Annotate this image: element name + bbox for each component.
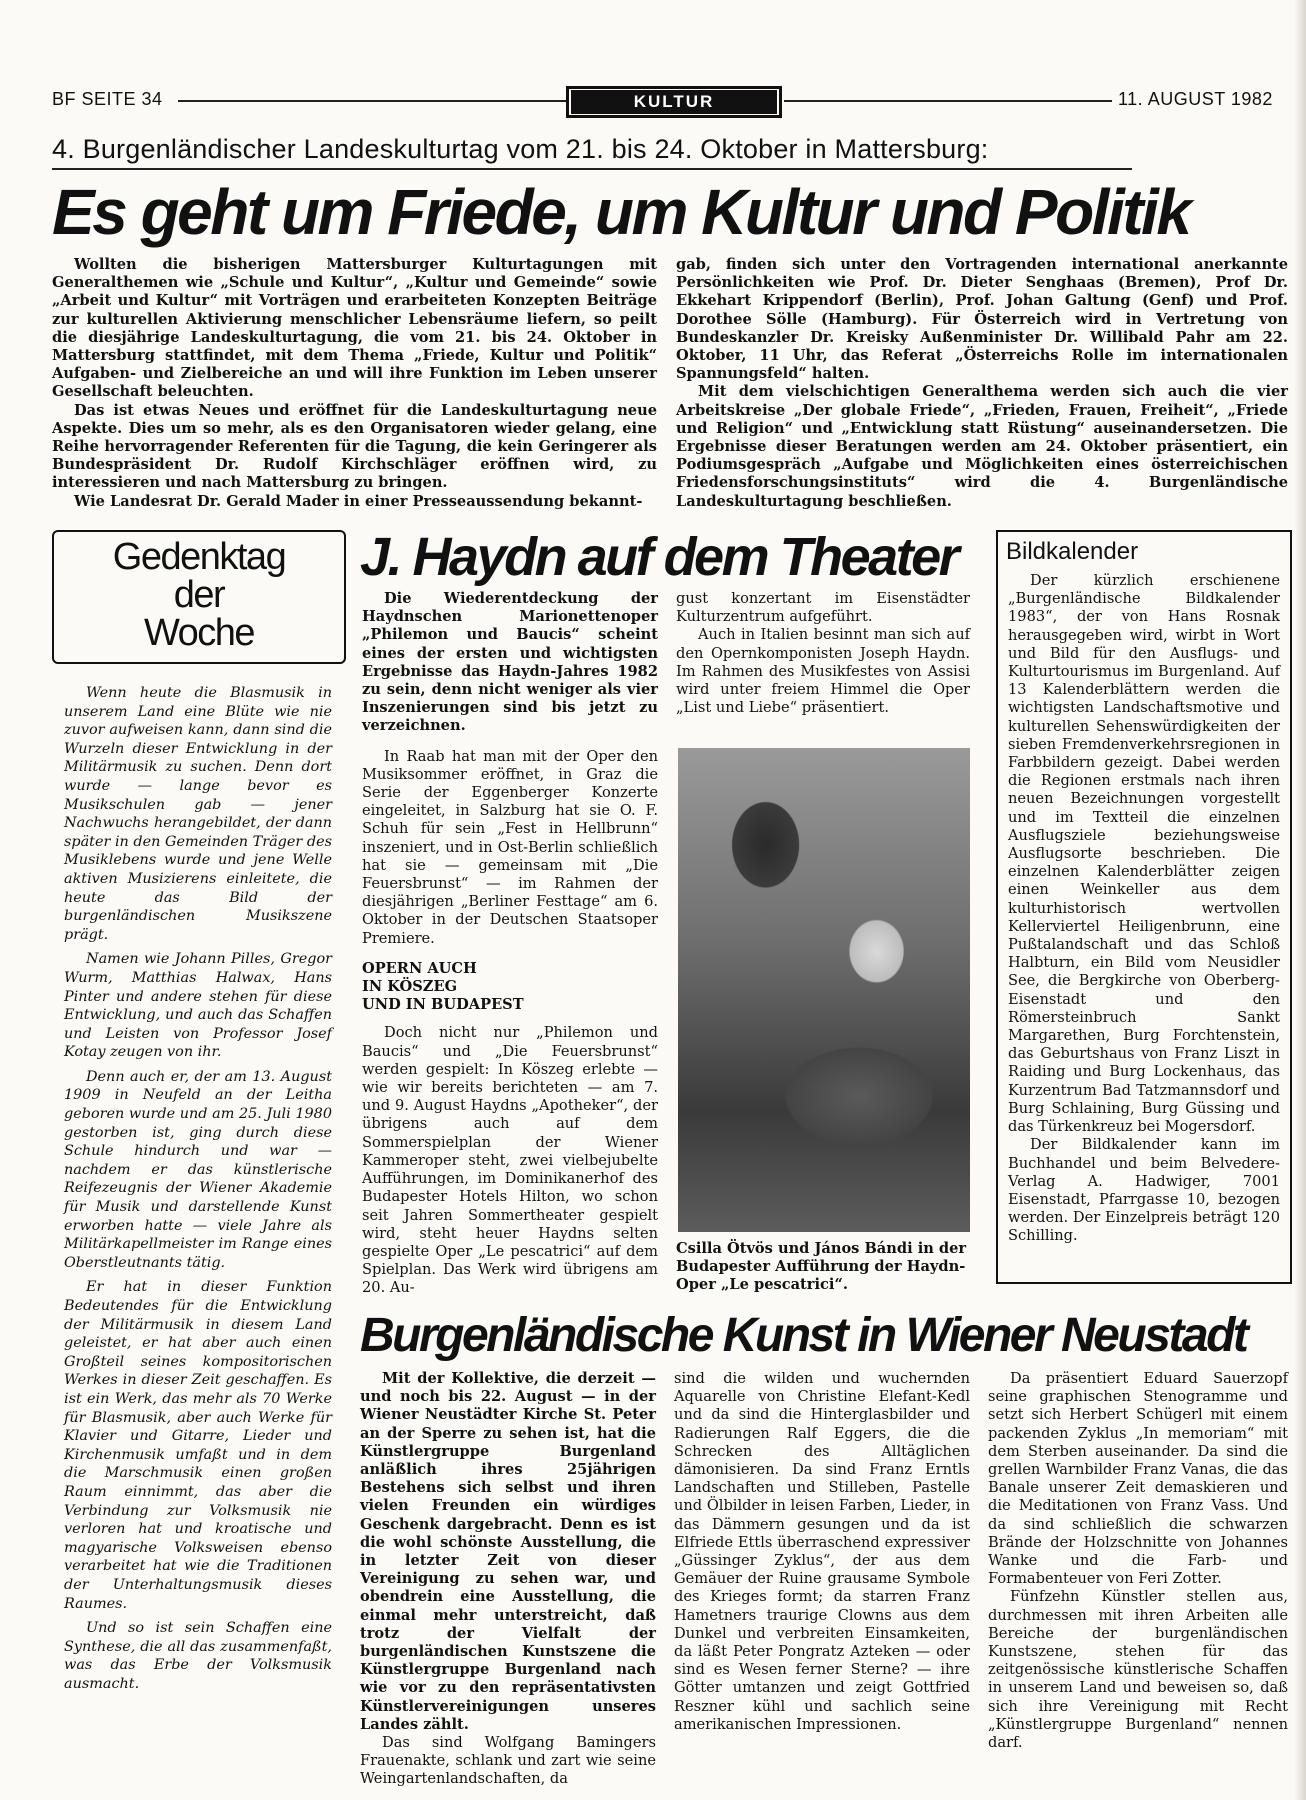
neustadt-headline: Burgenländische Kunst in Wiener Neustadt: [360, 1309, 1247, 1362]
haydn-subhead: UND IN BUDAPEST: [362, 996, 524, 1014]
haydn-paragraph: Auch in Italien besinnt man sich auf den Opernkomponisten Joseph Haydn. Im Rahmen des Musikfestes von Assisi wird unter freiem Himmel die Oper „List und Liebe“ präsentiert.: [676, 626, 970, 717]
gedenktag-body: [64, 684, 332, 1693]
gedenktag-title-line: Gedenktag: [112, 536, 286, 578]
gedenktag-title-line: Woche: [143, 612, 255, 654]
lead-paragraph: Wie Landesrat Dr. Gerald Mader in einer Presseaussendung bekannt-: [74, 492, 643, 510]
haydn-subhead: IN KÖSZEG: [362, 978, 458, 996]
gedenktag-title-box: [52, 530, 346, 664]
page-edge-shadow: [1294, 0, 1306, 1800]
opera-photo: [678, 748, 970, 1232]
gedenktag-title-line: der: [173, 574, 225, 616]
lead-column-1: [52, 256, 657, 511]
neustadt-column-3: [988, 1370, 1288, 1752]
gedenktag-paragraph: Namen wie Johann Pilles, Gregor Wurm, Matthias Halwax, Hans Pinter und andere stehen für diese Entwicklung, und auch das Schaffen und Leisten von Professor Josef Kotay zeugen von ihr.: [64, 951, 332, 1061]
bildkalender-paragraph: Der Bildkalender kann im Buchhandel und beim Belvedere-Verlag A. Hadwiger, 7001 Eisenstadt, Pfarrgasse 10, bezogen werden. Der Einzelpreis beträgt 120 Schilling.: [1008, 1136, 1280, 1245]
neustadt-column-1: [360, 1370, 656, 1789]
lead-paragraph: gab, finden sich unter den Vortragenden international anerkannte Persönlichkeiten wie Prof. Dr. Dieter Senghaas (Bremen), Prof Dr. Ekkehart Krippendorf (Berlin), Prof. Johan Galtung (Genf) und Prof. Dorothee Sölle (Hamburg). Für Österreich wird in Vertretung von Bundeskanzler Dr. Kreisky Außenminister Dr. Willibald Pahr am 22. Oktober, 11 Uhr, das Referat „Österreichs Rolle im internationalen Spannungsfeld“ halten.: [676, 256, 1288, 383]
neustadt-paragraph: Da präsentiert Eduard Sauerzopf seine graphischen Stenogramme und setzt sich Herbert Schügerl mit einem packenden Zyklus „In memoriam“ mit dem Sterben auseinander. Da sind die grellen Warnbilder Franz Vanas, die das Banale unserer Zeit demaskieren und die Meditationen von Franz Vass. Und da sind schließlich die schwarzen Brände der Holzschnitte von Johannes Wanke und die Farb- und Formabenteuer von Feri Zotter.: [988, 1370, 1288, 1588]
section-label-box: [566, 86, 782, 118]
bildkalender-paragraph: Der kürzlich erschienene „Burgenländische Bildkalender 1983“, der von Hans Rosnak herausgegeben wird, wirbt in Wort und Bild für den Ausflugs- und Kulturtourismus im Burgenland. Auf 13 Kalenderblättern werden die wichtigsten Landschaftsmotive und kulturellen Sehenswürdigkeiten der sieben Fremdenverkehrsregionen in Farbbildern gezeigt. Dabei werden die Regionen erstmals nach ihren neuen Bezeichnungen vorgestellt und im Textteil die einzelnen Ausflugsziele beziehungsweise Ausflugsorte beschrieben. Die einzelnen Kalenderblätter zeigen einen Weinkeller aus dem kulturhistorisch wertvollen Kellerviertel Heiligenbrunn, eine Pußtalandschaft und das Schloß Halbturn, ein Bild vom Neusidler See, die Bergkirche von Oberberg-Eisenstadt und den Römersteinbruch Sankt Margarethen, Burg Forchtenstein, das Geburtshaus von Franz Liszt in Raiding und Burg Lockenhaus, das Kurzentrum Bad Tatzmannsdorf und Burg Schlaining, Burg Güssing und das Türkenkreuz bei Mogersdorf.: [1008, 572, 1280, 1136]
header-rule-right: [784, 100, 1112, 102]
gedenktag-paragraph: Und so ist sein Schaffen eine Synthese, die all das zusammenfaßt, was das Erbe der Volksmusik ausmacht.: [64, 1620, 332, 1692]
bildkalender-title: Bildkalender: [1006, 538, 1139, 565]
bildkalender-body: [1008, 572, 1280, 1246]
neustadt-paragraph: Mit der Kollektive, die derzeit — und noch bis 22. August — in der Wiener Neustädter Kirche St. Peter an der Sperre zu sehen ist, hat die Künstlergruppe Burgenland anläßlich ihres 25jährigen Bestehens sich selbst und ihren vielen Freunden ein würdiges Geschenk dargebracht. Denn es ist die wohl schönste Ausstellung, die in letzter Zeit von dieser Vereinigung zu sehen war, und obendrein eine Ausstellung, die einmal mehr unterstreicht, daß trotz der Vielfalt der burgenländischen Kunstszene die Künstlergruppe Burgenland nach wie vor zu den repräsentativsten Künstlervereinigungen unseres Landes zählt.: [360, 1370, 656, 1733]
neustadt-paragraph: Fünfzehn Künstler stellen aus, durchmessen mit ihren Arbeiten alle Bereiche der burgenländischen Kunstszene, stehen für das zeitgenössische künstlerische Schaffen in unserem Land und beweisen so, daß sich ihre Vereinigung mit Recht „Künstlergruppe Burgenland“ nennen darf.: [988, 1588, 1288, 1752]
bildkalender-box: [996, 530, 1292, 1284]
gedenktag-paragraph: Denn auch er, der am 13. August 1909 in Neufeld an der Leitha geboren wurde und am 25. Juli 1980 gestorben ist, ging durch diese Schule hindurch und war — nachdem er das künstlerische Reifezeugnis der Wiener Akademie für Musik und darstellende Kunst erworben hatte — viele Jahre als Militärkapellmeister im Range eines Oberstleutnants tätig.: [64, 1068, 332, 1271]
header-rule-left: [178, 100, 566, 102]
haydn-paragraph: Doch nicht nur „Philemon und Baucis“ und „Die Feuersbrunst“ werden gespielt: In Köszeg erlebte — wie wir bereits berichteten — am 7. und 9. August Haydns „Apotheker“, der übrigens auch auf dem Sommerspielplan der Wiener Kammeroper steht, zwei vielbejubelte Aufführungen, im Dominikanerhof des Budapester Hotels Hilton, wo schon seit Jahren Sommertheater gespielt wird, steht heuer Haydns selten gespielte Oper „Le pescatrici“ auf dem Spielplan. Das Werk wird übrigens am 20. Au-: [362, 1024, 658, 1297]
neustadt-paragraph: Das sind Wolfgang Bamingers Frauenakte, schlank und zart wie seine Weingartenlandschaften, da: [360, 1734, 656, 1788]
lead-kicker: 4. Burgenländischer Landeskulturtag vom 21. bis 24. Oktober in Mattersburg:: [52, 134, 989, 164]
page-number: BF SEITE 34: [52, 89, 163, 109]
lead-headline: Es geht um Friede, um Kultur und Politik: [52, 176, 1190, 248]
haydn-column-2: [676, 590, 970, 717]
haydn-paragraph: gust konzertant im Eisenstädter Kulturzentrum aufgeführt.: [676, 590, 970, 626]
kicker-underline: [52, 168, 1132, 170]
photo-caption: Csilla Ötvös und János Bándi in der Budapester Aufführung der Haydn-Oper „Le pescatrici“.: [676, 1240, 967, 1294]
issue-date: 11. AUGUST 1982: [1118, 89, 1273, 109]
haydn-intro: Die Wiederentdeckung der Haydnschen Marionettenoper „Philemon und Baucis“ scheint eines der ersten und wichtigsten Ergebnisse das Haydn-Jahres 1982 zu sein, denn nicht weniger als vier Inszenierungen sind bis jetzt zu verzeichnen.: [362, 590, 658, 735]
lead-column-2: [676, 256, 1288, 511]
gedenktag-paragraph: Wenn heute die Blasmusik in unserem Land eine Blüte wie nie zuvor aufweisen kann, dann sind die Wurzeln dieser Entwicklung in der Militärmusik zu suchen. Denn dort wurde — lange bevor es Musikschulen gab — jener Nachwuchs herangebildet, der dann später in den Gemeinden Träger des Musiklebens wurde und jene Welle aktiven Musizierens einleitete, die heute das Bild der burgenländischen Musikszene prägt.: [64, 685, 332, 943]
neustadt-paragraph: sind die wilden und wuchernden Aquarelle von Christine Elefant-Kedl und da sind die Hinterglasbilder und Radierungen Ralf Eggers, die die Schrecken des Alltäglichen dämonisieren. Da sind Franz Erntls Landschaften und Stilleben, Pastelle und Ölbilder in leisen Farben, Lieder, in das Dämmern gesungen und da ist Elfriede Ettls überraschend expressiver „Güssinger Zyklus“, der aus dem Gemäuer der Ruine grausame Symbole des Krieges formt; da starren Franz Hametners traurige Clowns aus dem Dunkel und verbreiten Einsamkeiten, da läßt Peter Pongratz Azteken — oder sind es Wesen ferner Sterne? — ihre Götter umtanzen und zeigt Gottfried Reszner kühl und sachlich seine amerikanischen Impressionen.: [674, 1370, 970, 1733]
lead-paragraph: Wollten die bisherigen Mattersburger Kulturtagungen mit Generalthemen wie „Schule und Kultur“, „Kultur und Gemeinde“ sowie „Arbeit und Kultur“ mit Vorträgen und erarbeiteten Konzepten Beiträge zur kulturellen Aktivierung menschlicher Lebensräume liefern, so peilt die diesjährige Landeskulturtagung, die vom 21. bis 24. Oktober in Mattersburg stattfindet, mit dem Thema „Friede, Kultur und Politik“ Aufgaben- und Zielbereiche an und will ihre Funktion im Leben unserer Gesellschaft beleuchten.: [52, 256, 657, 401]
lead-paragraph: Das ist etwas Neues und eröffnet für die Landeskulturtagung neue Aspekte. Dies um so mehr, als es den Organisatoren wieder gelang, eine Reihe hervorragender Referenten für die Tagung, die kein Geringerer als Bundespräsident Dr. Rudolf Kirchschläger eröffnen wird, zu interessieren und nach Mattersburg zu bringen.: [52, 401, 657, 492]
haydn-paragraph: In Raab hat man mit der Oper den Musiksommer eröffnet, in Graz die Serie der Eggenberger Konzerte eingeleitet, in Salzburg hat sie O. F. Schuh für sein „Fest in Hellbrunn“ inszeniert, und in Ost-Berlin schließlich hat sie — gemeinsam mit „Die Feuersbrunst“ — im Rahmen der diesjährigen „Berliner Festtage“ am 6. Oktober in der Deutschen Staatsoper Premiere.: [362, 747, 658, 947]
section-label: KULTUR: [571, 90, 777, 114]
haydn-headline: J. Haydn auf dem Theater: [360, 527, 958, 587]
neustadt-column-2: [674, 1370, 970, 1734]
haydn-column-1: [362, 590, 658, 1298]
gedenktag-paragraph: Er hat in dieser Funktion Bedeutendes für die Entwicklung der Militärmusik in diesem Land geleistet, er hat aber auch einen Großteil seines kompositorischen Werkes in dieser Zeit geschaffen. Es ist ein Werk, das mehr als 70 Werke für Blasmusik, aber auch Werke für Klavier und Gitarre, Lieder und Kirchenmusik umfaßt und in dem die Marschmusik einen großen Raum einnimmt, das aber die Verbindung zur Volksmusik nie verloren hat und kroatische und magyarische Volksweisen ebenso verarbeitet hat wie die Traditionen der Unterhaltungsmusik dieses Raumes.: [64, 1279, 332, 1612]
lead-paragraph: Mit dem vielschichtigen Generalthema werden sich auch die vier Arbeitskreise „Der globale Friede“, „Frieden, Frauen, Freiheit“, „Friede und Religion“ und „Entwicklung statt Rüstung“ auseinandersetzen. Die Ergebnisse dieser Beratungen werden am 24. Oktober präsentiert, ein Podiumsgespräch „Aufgabe und Möglichkeiten eines österreichischen Friedensforschungsinstituts“ wird die 4. Burgenländische Landeskulturtagung beschließen.: [676, 383, 1288, 510]
haydn-subhead: OPERN AUCH: [362, 959, 477, 977]
